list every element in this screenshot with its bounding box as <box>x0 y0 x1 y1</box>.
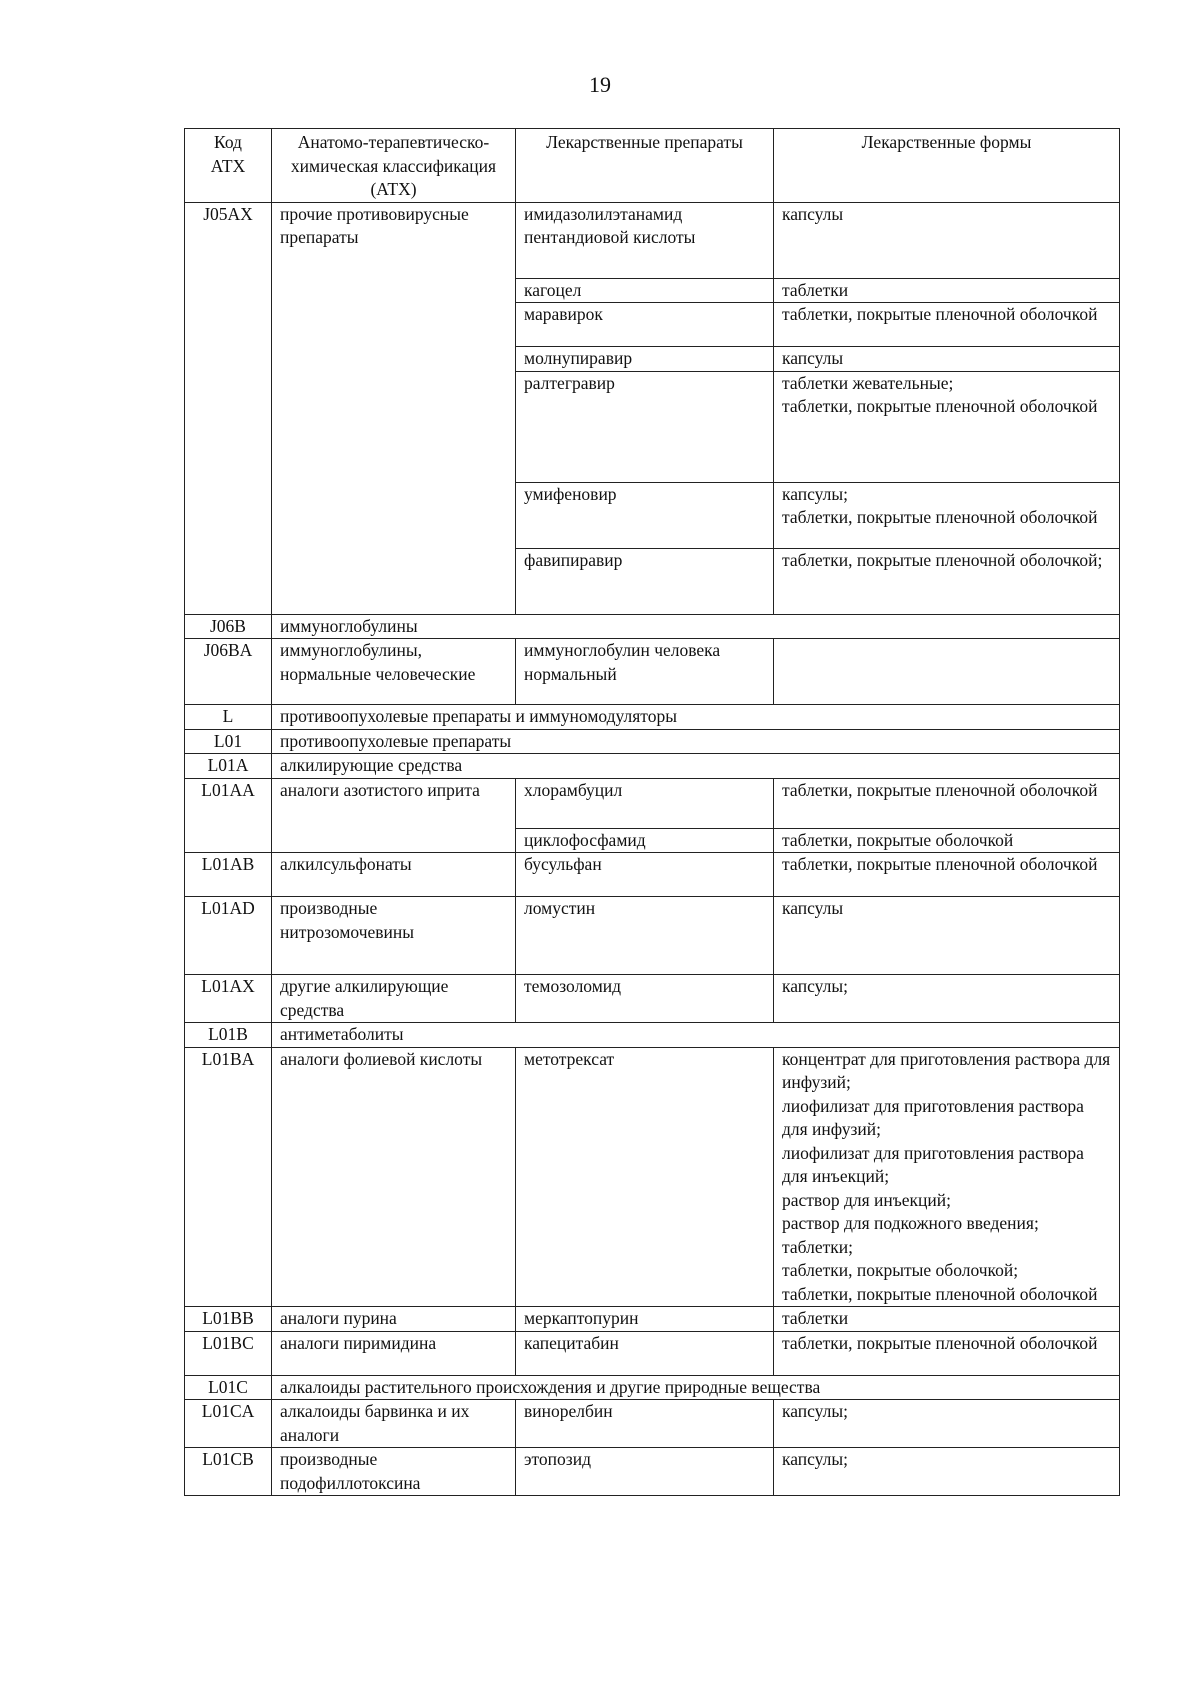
atx-classification: алкилсульфонаты <box>272 853 516 897</box>
table-header-row <box>185 129 1120 203</box>
dosage-form: таблетки, покрытые оболочкой <box>774 828 1120 853</box>
atx-classification: иммуноглобулины <box>272 614 1120 639</box>
atx-code: L01BC <box>185 1331 272 1375</box>
table-row <box>185 639 1120 705</box>
drug-name: винорелбин <box>516 1400 774 1448</box>
atx-classification: прочие противовирусные препараты <box>272 202 516 614</box>
atx-code: J06B <box>185 614 272 639</box>
atx-classification: аналоги пиримидина <box>272 1331 516 1375</box>
drug-name: бусульфан <box>516 853 774 897</box>
dosage-form: таблетки, покрытые пленочной оболочкой; <box>774 548 1120 614</box>
header-code: Код АТХ <box>185 129 272 203</box>
drug-name: фавипиравир <box>516 548 774 614</box>
dosage-form: таблетки <box>774 1307 1120 1332</box>
dosage-form: таблетки, покрытые пленочной оболочкой <box>774 778 1120 828</box>
atx-code: J05AX <box>185 202 272 614</box>
atx-classification: иммуноглобулины, нормальные человеческие <box>272 639 516 705</box>
atx-classification: аналоги фолиевой кислоты <box>272 1047 516 1307</box>
atx-code: L01BB <box>185 1307 272 1332</box>
dosage-form: капсулы <box>774 202 1120 278</box>
table-body <box>185 202 1120 1496</box>
atx-code: L01A <box>185 754 272 779</box>
section-row <box>185 1375 1120 1400</box>
page-number: 19 <box>589 72 611 97</box>
dosage-form <box>774 639 1120 705</box>
atx-drug-table <box>184 128 1120 1496</box>
section-row <box>185 614 1120 639</box>
atx-classification: производные подофиллотоксина <box>272 1448 516 1496</box>
drug-name: этопозид <box>516 1448 774 1496</box>
dosage-form: таблетки жевательные; таблетки, покрытые пленочной оболочкой <box>774 371 1120 482</box>
section-row <box>185 1023 1120 1048</box>
dosage-form: таблетки, покрытые пленочной оболочкой <box>774 853 1120 897</box>
dosage-form: капсулы <box>774 897 1120 975</box>
dosage-form: таблетки, покрытые пленочной оболочкой <box>774 303 1120 347</box>
table-row <box>185 1307 1120 1332</box>
atx-code: L01AA <box>185 778 272 853</box>
table-row <box>185 897 1120 975</box>
drug-name: капецитабин <box>516 1331 774 1375</box>
dosage-form: концентрат для приготовления раствора для инфузий; лиофилизат для приготовления раствора для инфузий; лиофилизат для приготовления раствора для инъекций; раствор для инъекций; раствор для подкожного введения; таблетки; таблетки, покрытые оболочкой; таблетки, покрытые пленочной оболочкой <box>774 1047 1120 1307</box>
header-forms: Лекарственные формы <box>774 129 1120 203</box>
atx-code: L01B <box>185 1023 272 1048</box>
dosage-form: капсулы; <box>774 975 1120 1023</box>
atx-code: L01C <box>185 1375 272 1400</box>
atx-classification: алкилирующие средства <box>272 754 1120 779</box>
dosage-form: капсулы; <box>774 1448 1120 1496</box>
drug-name: ломустин <box>516 897 774 975</box>
drug-name: маравирок <box>516 303 774 347</box>
atx-classification: производные нитрозомочевины <box>272 897 516 975</box>
atx-code: L01AD <box>185 897 272 975</box>
table-row <box>185 1400 1120 1448</box>
atx-classification: аналоги пурина <box>272 1307 516 1332</box>
table-row <box>185 1331 1120 1375</box>
table-row <box>185 975 1120 1023</box>
drug-name: иммуноглобулин человека нормальный <box>516 639 774 705</box>
atx-code: L01BA <box>185 1047 272 1307</box>
table-row <box>185 1047 1120 1307</box>
atx-classification: алкалоиды барвинка и их аналоги <box>272 1400 516 1448</box>
table-row <box>185 202 1120 278</box>
atx-classification: антиметаболиты <box>272 1023 1120 1048</box>
drug-name: меркаптопурин <box>516 1307 774 1332</box>
atx-classification: аналоги азотистого иприта <box>272 778 516 853</box>
header-classification: Анатомо-терапевтическо-химическая классификация (АТХ) <box>272 129 516 203</box>
drug-name: хлорамбуцил <box>516 778 774 828</box>
section-row <box>185 705 1120 730</box>
atx-classification: противоопухолевые препараты <box>272 729 1120 754</box>
atx-code: J06BA <box>185 639 272 705</box>
atx-classification: алкалоиды растительного происхождения и другие природные вещества <box>272 1375 1120 1400</box>
atx-classification: другие алкилирующие средства <box>272 975 516 1023</box>
drug-name: метотрексат <box>516 1047 774 1307</box>
table-row <box>185 853 1120 897</box>
drug-name: молнупиравир <box>516 347 774 372</box>
drug-name: умифеновир <box>516 482 774 548</box>
atx-code: L01 <box>185 729 272 754</box>
header-drugs: Лекарственные препараты <box>516 129 774 203</box>
drug-name: циклофосфамид <box>516 828 774 853</box>
atx-code: L01AB <box>185 853 272 897</box>
dosage-form: капсулы <box>774 347 1120 372</box>
dosage-form: таблетки <box>774 278 1120 303</box>
atx-code: L01AX <box>185 975 272 1023</box>
atx-code: L01CB <box>185 1448 272 1496</box>
atx-code: L <box>185 705 272 730</box>
drug-name: ралтегравир <box>516 371 774 482</box>
table-row <box>185 1448 1120 1496</box>
dosage-form: таблетки, покрытые пленочной оболочкой <box>774 1331 1120 1375</box>
drug-name: темозоломид <box>516 975 774 1023</box>
drug-name: кагоцел <box>516 278 774 303</box>
drug-name: имидазолилэтанамид пентандиовой кислоты <box>516 202 774 278</box>
table-row <box>185 778 1120 828</box>
section-row <box>185 729 1120 754</box>
dosage-form: капсулы; <box>774 1400 1120 1448</box>
atx-classification: противоопухолевые препараты и иммуномодуляторы <box>272 705 1120 730</box>
dosage-form: капсулы; таблетки, покрытые пленочной оболочкой <box>774 482 1120 548</box>
atx-code: L01CA <box>185 1400 272 1448</box>
section-row <box>185 754 1120 779</box>
